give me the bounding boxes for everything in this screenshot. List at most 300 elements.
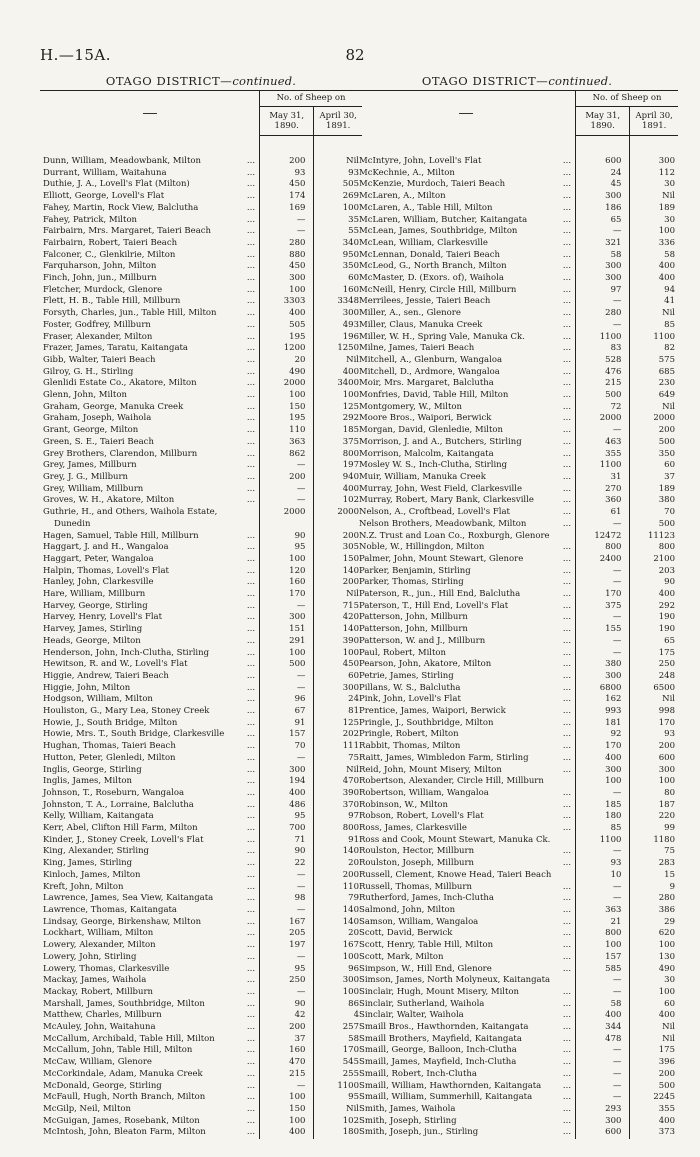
leader-dots: ... bbox=[562, 565, 572, 576]
leader-dots: ... bbox=[246, 893, 256, 904]
leader-dots: ... bbox=[246, 1080, 256, 1091]
sheep-count-1891: 29 bbox=[664, 916, 675, 927]
sheep-count-1890: 1200 bbox=[260, 343, 314, 355]
sheep-count-1890: 463 bbox=[576, 437, 630, 449]
sheep-count-1891: 450 bbox=[342, 659, 359, 670]
owner-name: Rutherford, James, Inch-Clutha bbox=[359, 893, 494, 904]
sheep-count-1890: — bbox=[576, 612, 630, 624]
leader-dots: ... bbox=[246, 1022, 256, 1033]
owner-name-cell bbox=[40, 238, 260, 250]
owner-name: Glenn, John, Milton bbox=[43, 390, 127, 401]
sheep-count-1890: 2000 bbox=[576, 413, 630, 425]
table-row bbox=[356, 718, 678, 730]
owner-name: Russell, Thomas, Millburn bbox=[359, 881, 472, 892]
sheep-count-1891: 1100 bbox=[337, 1080, 359, 1091]
owner-name: McAuley, John, Waitahuna bbox=[43, 1022, 156, 1033]
owner-name-cell bbox=[40, 729, 260, 741]
owner-name-cell bbox=[356, 846, 576, 858]
table-row bbox=[356, 706, 678, 718]
leader-dots: ... bbox=[246, 237, 256, 248]
owner-name-cell bbox=[356, 659, 576, 671]
owner-name-cell bbox=[40, 1127, 260, 1139]
owner-name-cell bbox=[40, 601, 260, 613]
table-row bbox=[40, 332, 362, 344]
owner-name-cell bbox=[356, 484, 576, 496]
owner-name-cell bbox=[356, 928, 576, 940]
sheep-count-1891: Nil bbox=[346, 156, 359, 166]
leader-dots: ... bbox=[562, 787, 572, 798]
leader-dots: ... bbox=[246, 928, 256, 939]
sheep-count-1891: 1180 bbox=[653, 834, 675, 845]
table-row bbox=[356, 472, 678, 484]
table-row bbox=[356, 811, 678, 823]
leader-dots: ... bbox=[562, 319, 572, 330]
owner-name: Ross and Cook, Mount Stewart, Manuka Ck. bbox=[359, 834, 551, 845]
sheep-count-1890: — bbox=[260, 484, 314, 496]
leader-dots: ... bbox=[562, 1127, 572, 1138]
sheep-count-1890: 800 bbox=[576, 928, 630, 940]
sheep-count-1890: 160 bbox=[260, 1045, 314, 1057]
owner-name: Mitchell, D., Ardmore, Wangaloa bbox=[359, 366, 500, 377]
leader-dots: ... bbox=[562, 1092, 572, 1103]
owner-name: McLennan, Donald, Taieri Beach bbox=[359, 249, 500, 260]
leader-dots: ... bbox=[246, 460, 256, 471]
sheep-count-1891: 60 bbox=[664, 998, 675, 1009]
sheep-count-1890: 93 bbox=[576, 858, 630, 870]
owner-name-cell bbox=[356, 694, 576, 706]
sheep-count-1890: 100 bbox=[260, 1116, 314, 1128]
sheep-count-1891: 70 bbox=[664, 507, 675, 518]
owner-name-cell bbox=[356, 566, 576, 578]
owner-name: Morgan, David, Glenledie, Milton bbox=[359, 425, 504, 436]
sheep-count-1891: 940 bbox=[342, 471, 359, 482]
owner-name: Johnston, T. A., Lorraine, Balclutha bbox=[43, 799, 194, 810]
table-row bbox=[356, 800, 678, 812]
owner-name: Haggart, J. and H., Wangaloa bbox=[43, 542, 169, 553]
owner-name-cell bbox=[40, 566, 260, 578]
sheep-count-1891: 79 bbox=[348, 893, 359, 904]
leader-dots: ... bbox=[562, 1080, 572, 1091]
leader-dots: ... bbox=[246, 741, 256, 752]
owner-name: Higgie, John, Milton bbox=[43, 682, 131, 693]
owner-name-cell bbox=[40, 495, 260, 507]
sheep-count-1890: 195 bbox=[260, 332, 314, 344]
owner-name: Smaill, Robert, Inch-Clutha bbox=[359, 1068, 477, 1079]
sheep-count-1890: — bbox=[576, 1045, 630, 1057]
sheep-count-1891: 100 bbox=[658, 986, 675, 997]
sheep-count-1891: 130 bbox=[658, 951, 675, 962]
table-body bbox=[40, 156, 362, 1139]
sheep-count-1891: 82 bbox=[664, 343, 675, 354]
sheep-count-1890: 180 bbox=[576, 811, 630, 823]
sheep-count-1891: 500 bbox=[658, 1080, 675, 1091]
sheep-count-1890: 37 bbox=[260, 1034, 314, 1046]
page-header bbox=[40, 46, 670, 64]
owner-name-cell bbox=[40, 589, 260, 601]
leader-dots: ... bbox=[562, 249, 572, 260]
leader-dots: ... bbox=[562, 986, 572, 997]
table-row bbox=[356, 437, 678, 449]
leader-dots: ... bbox=[562, 226, 572, 237]
sheep-count-1891: Nil bbox=[662, 191, 675, 202]
sheep-count-1891: 86 bbox=[348, 998, 359, 1009]
sheep-count-1891: 250 bbox=[658, 659, 675, 670]
owner-name-cell bbox=[40, 858, 260, 870]
sheep-count-1890: — bbox=[576, 320, 630, 332]
leader-dots: ... bbox=[246, 858, 256, 869]
sheep-count-1891: 140 bbox=[342, 916, 359, 927]
sheep-count-1891: 340 bbox=[342, 237, 359, 248]
leader-dots: ... bbox=[562, 156, 572, 166]
owner-name-cell bbox=[356, 449, 576, 461]
leader-dots: ... bbox=[562, 694, 572, 705]
leader-dots: ... bbox=[246, 471, 256, 482]
table-row bbox=[40, 1045, 362, 1057]
leader-dots: ... bbox=[246, 343, 256, 354]
owner-name-cell bbox=[356, 823, 576, 835]
table-row bbox=[356, 917, 678, 929]
sheep-count-1891: 400 bbox=[658, 1115, 675, 1126]
owner-name: Lawrence, Thomas, Kaitangata bbox=[43, 905, 177, 915]
owner-name-cell bbox=[40, 203, 260, 215]
sheep-count-1891: Nil bbox=[662, 1033, 675, 1044]
leader-dots: ... bbox=[246, 600, 256, 611]
sheep-count-1891: 20 bbox=[348, 858, 359, 869]
leader-dots: ... bbox=[562, 401, 572, 412]
sheep-count-1891: 400 bbox=[342, 366, 359, 377]
table-row bbox=[40, 355, 362, 367]
owner-name: Lawrence, James, Sea View, Kaitangata bbox=[43, 893, 214, 904]
owner-name: Pillans, W. S., Balclutha bbox=[359, 682, 461, 693]
sheep-count-1890: 280 bbox=[260, 238, 314, 250]
sheep-count-1891: 35 bbox=[348, 214, 359, 225]
sheep-count-1890: 380 bbox=[576, 659, 630, 671]
table-row bbox=[356, 390, 678, 402]
table-row bbox=[356, 694, 678, 706]
sheep-count-1890: 167 bbox=[260, 917, 314, 929]
table-row bbox=[40, 940, 362, 952]
owner-name-cell bbox=[356, 542, 576, 554]
leader-dots: ... bbox=[246, 366, 256, 377]
table-row bbox=[40, 226, 362, 238]
table-row bbox=[356, 589, 678, 601]
table-row bbox=[40, 1081, 362, 1093]
owner-name-cell bbox=[356, 215, 576, 227]
leader-dots: ... bbox=[562, 518, 572, 529]
leader-dots: ... bbox=[562, 343, 572, 354]
sheep-count-1891: 370 bbox=[342, 799, 359, 810]
table-row bbox=[356, 191, 678, 203]
table-row bbox=[356, 460, 678, 472]
owner-name: Rabbit, Thomas, Milton bbox=[359, 741, 461, 752]
owner-name: Monfries, David, Table Hill, Milton bbox=[359, 390, 509, 401]
sheep-count-1891: 180 bbox=[342, 1127, 359, 1138]
owner-name: Miller, W. H., Spring Vale, Manuka Ck. bbox=[359, 331, 525, 342]
sheep-count-1890: — bbox=[576, 893, 630, 905]
table-row bbox=[40, 460, 362, 472]
owner-name: Smith, Joseph, Stirling bbox=[359, 1115, 457, 1126]
sheep-count-1891: 685 bbox=[658, 366, 675, 377]
owner-name-cell bbox=[40, 741, 260, 753]
leader-dots: ... bbox=[246, 940, 256, 951]
sheep-count-1890: 450 bbox=[260, 261, 314, 273]
owner-name: Morrison, Malcolm, Kaitangata bbox=[359, 448, 494, 459]
owner-name: Smaill Brothers, Mayfield, Kaitangata bbox=[359, 1033, 522, 1044]
sheep-count-1890: 100 bbox=[260, 554, 314, 566]
table-row bbox=[356, 858, 678, 870]
column-title-suffix: continued. bbox=[232, 74, 297, 88]
owner-name-cell bbox=[356, 671, 576, 683]
sheep-count-1890: 250 bbox=[260, 975, 314, 987]
sheep-count-1891: 575 bbox=[658, 354, 675, 365]
owner-name: McGuigan, James, Rosebank, Milton bbox=[43, 1115, 200, 1126]
table-row bbox=[356, 788, 678, 800]
table-row bbox=[356, 648, 678, 660]
sheep-count-1890: — bbox=[260, 753, 314, 765]
owner-name: Smith, James, Waihola bbox=[359, 1103, 456, 1114]
sheep-count-1890: 12472 bbox=[576, 531, 630, 543]
sheep-count-1891: 1250 bbox=[337, 343, 359, 354]
table-row bbox=[40, 168, 362, 180]
table-row bbox=[40, 765, 362, 777]
owner-name-cell bbox=[356, 765, 576, 777]
leader-dots: ... bbox=[246, 1103, 256, 1114]
leader-dots: ... bbox=[246, 448, 256, 459]
table-row bbox=[356, 308, 678, 320]
leader-dots: ... bbox=[246, 565, 256, 576]
owner-name-cell bbox=[356, 343, 576, 355]
owner-name: Fletcher, Murdock, Glenore bbox=[43, 284, 163, 295]
leader-dots: ... bbox=[562, 167, 572, 178]
owner-name-cell bbox=[40, 519, 260, 531]
leader-dots: ... bbox=[246, 1033, 256, 1044]
sheep-count-1891: 175 bbox=[658, 1045, 675, 1056]
sheep-count-1891: Nil bbox=[346, 1103, 359, 1114]
sheep-count-1891: 150 bbox=[342, 553, 359, 564]
owner-name-cell bbox=[40, 285, 260, 297]
sheep-count-1890: — bbox=[576, 975, 630, 987]
sheep-count-1891: 649 bbox=[658, 390, 675, 401]
owner-name-cell bbox=[356, 402, 576, 414]
sheep-count-1891: 200 bbox=[342, 530, 359, 541]
table-row bbox=[356, 964, 678, 976]
table-row bbox=[356, 577, 678, 589]
sheep-count-1891: 400 bbox=[658, 273, 675, 284]
owner-name: Howie, Mrs. T., South Bridge, Clarkesville bbox=[43, 729, 225, 740]
sheep-count-1891: 60 bbox=[348, 273, 359, 284]
table-row bbox=[40, 484, 362, 496]
sheep-count-1891: 37 bbox=[664, 471, 675, 482]
sheep-count-1891: 2245 bbox=[653, 1092, 675, 1103]
leader-dots: ... bbox=[562, 823, 572, 834]
sheep-count-1891: 96 bbox=[348, 963, 359, 974]
sheep-count-1890: 344 bbox=[576, 1022, 630, 1034]
sheep-count-1891: 220 bbox=[658, 811, 675, 822]
sheep-count-1890: 100 bbox=[576, 940, 630, 952]
owner-name: Forsyth, Charles, jun., Table Hill, Milton bbox=[43, 308, 217, 319]
sheep-count-1890: 150 bbox=[260, 1104, 314, 1116]
table-row bbox=[40, 964, 362, 976]
owner-name-cell bbox=[40, 718, 260, 730]
owner-name-cell bbox=[356, 273, 576, 285]
sheep-count-1891: 100 bbox=[342, 647, 359, 658]
owner-name: Mosley W. S., Inch-Clutha, Stirling bbox=[359, 460, 508, 471]
leader-dots: ... bbox=[246, 1010, 256, 1021]
sheep-count-1890: 170 bbox=[576, 741, 630, 753]
sheep-count-1890: 800 bbox=[576, 542, 630, 554]
table-row bbox=[356, 741, 678, 753]
owner-name: Kinloch, James, Milton bbox=[43, 869, 141, 880]
sheep-count-1891: Nil bbox=[662, 401, 675, 412]
sheep-count-1891: 95 bbox=[348, 1092, 359, 1103]
sheep-count-1891: 110 bbox=[342, 881, 359, 892]
sheep-count-1890: 65 bbox=[576, 215, 630, 227]
owner-name-cell bbox=[356, 1010, 576, 1022]
owner-name: Lowery, Thomas, Clarkesville bbox=[43, 963, 170, 974]
leader-dots: ... bbox=[562, 670, 572, 681]
leader-dots: ... bbox=[562, 963, 572, 974]
table-row bbox=[40, 659, 362, 671]
owner-name-cell bbox=[40, 1057, 260, 1069]
leader-dots: ... bbox=[246, 354, 256, 365]
owner-name: Gilroy, G. H., Stirling bbox=[43, 366, 134, 377]
table-row bbox=[40, 882, 362, 894]
leader-dots: ... bbox=[246, 530, 256, 541]
leader-dots: ... bbox=[562, 273, 572, 284]
sheep-count-1890: 197 bbox=[260, 940, 314, 952]
owner-name-cell bbox=[40, 332, 260, 344]
table-row bbox=[40, 437, 362, 449]
table-row bbox=[40, 999, 362, 1011]
owner-name-cell bbox=[356, 975, 576, 987]
table-row bbox=[356, 449, 678, 461]
owner-name-cell bbox=[356, 835, 576, 847]
sheep-count-1890: 293 bbox=[576, 1104, 630, 1116]
sheep-count-1890: 90 bbox=[260, 531, 314, 543]
owner-name-cell bbox=[356, 987, 576, 999]
sheep-count-1890: 58 bbox=[576, 999, 630, 1011]
sheep-count-1890: 95 bbox=[260, 542, 314, 554]
page-number: 82 bbox=[345, 46, 365, 64]
sheep-count-1890: 169 bbox=[260, 203, 314, 215]
leader-dots: ... bbox=[246, 1092, 256, 1103]
owner-name-cell bbox=[356, 495, 576, 507]
owner-name: Pringle, J., Southbridge, Milton bbox=[359, 717, 494, 728]
owner-name-cell bbox=[40, 940, 260, 952]
sheep-count-1891: 185 bbox=[342, 425, 359, 436]
leader-dots: ... bbox=[246, 413, 256, 424]
owner-name: McKechnie, A., Milton bbox=[359, 167, 455, 178]
table-row bbox=[40, 273, 362, 285]
owner-name-cell bbox=[40, 683, 260, 695]
sheep-count-1890: 363 bbox=[576, 905, 630, 917]
owner-name: Falconer, C., Glenkilrie, Milton bbox=[43, 249, 176, 260]
table-row bbox=[40, 729, 362, 741]
sheep-count-1891: Nil bbox=[662, 1022, 675, 1033]
sheep-count-1891: 280 bbox=[658, 893, 675, 904]
sheep-count-1891: 187 bbox=[658, 799, 675, 810]
owner-name: Dunedin bbox=[54, 518, 91, 529]
table-row bbox=[356, 425, 678, 437]
sheep-count-1891: 94 bbox=[664, 284, 675, 295]
sheep-count-1890: 155 bbox=[576, 624, 630, 636]
owner-name: Mackay, James, Waihola bbox=[43, 975, 147, 986]
sheep-count-1891: 99 bbox=[664, 823, 675, 834]
leader-dots: ... bbox=[246, 542, 256, 553]
leader-dots: ... bbox=[562, 1022, 572, 1033]
sheep-count-1891: 620 bbox=[658, 928, 675, 939]
owner-name-cell bbox=[356, 179, 576, 191]
sheep-count-header: No. of Sheep on bbox=[592, 93, 662, 103]
leader-dots: ... bbox=[562, 635, 572, 646]
owner-name: Kerr, Abel, Clifton Hill Farm, Milton bbox=[43, 823, 198, 834]
sheep-count-1891: 600 bbox=[658, 752, 675, 763]
sheep-count-1891: 160 bbox=[342, 284, 359, 295]
sheep-count-1890: 92 bbox=[576, 729, 630, 741]
owner-name: Finch, John, jun., Millburn bbox=[43, 273, 157, 284]
table-row bbox=[356, 296, 678, 308]
owner-name-cell bbox=[40, 788, 260, 800]
owner-name: Smith, Joseph, jun., Stirling bbox=[359, 1127, 479, 1138]
table-row bbox=[40, 519, 362, 531]
owner-name-cell bbox=[40, 577, 260, 589]
owner-name-cell bbox=[40, 612, 260, 624]
sheep-count-1891: 396 bbox=[658, 1057, 675, 1068]
owner-name-cell bbox=[40, 308, 260, 320]
sheep-count-1891: 400 bbox=[658, 589, 675, 600]
sheep-count-1891: 93 bbox=[664, 729, 675, 740]
owner-name: Prentice, James, Waipori, Berwick bbox=[359, 706, 506, 717]
owner-name-cell bbox=[40, 390, 260, 402]
owner-name: Merrilees, Jessie, Taieri Beach bbox=[359, 296, 491, 307]
sheep-count-1891: 200 bbox=[658, 1068, 675, 1079]
leader-dots: ... bbox=[562, 905, 572, 915]
owner-name-cell bbox=[40, 1081, 260, 1093]
owner-name-cell bbox=[356, 367, 576, 379]
owner-name-cell bbox=[356, 811, 576, 823]
owner-name-cell bbox=[356, 858, 576, 870]
owner-name-cell bbox=[356, 1045, 576, 1057]
column-title-suffix: continued. bbox=[548, 74, 613, 88]
owner-name: Harvey, James, Stirling bbox=[43, 624, 143, 635]
owner-name-cell bbox=[356, 870, 576, 882]
owner-name-cell bbox=[40, 917, 260, 929]
table-row bbox=[356, 285, 678, 297]
owner-name-cell bbox=[40, 659, 260, 671]
owner-name: Milne, James, Taieri Beach bbox=[359, 343, 475, 354]
sheep-table-left bbox=[40, 90, 362, 1139]
sheep-count-1890: 100 bbox=[576, 776, 630, 788]
sheep-count-1890: 181 bbox=[576, 718, 630, 730]
table-row bbox=[40, 250, 362, 262]
owner-name-cell bbox=[356, 753, 576, 765]
sheep-count-1890: 20 bbox=[260, 355, 314, 367]
date-header-1891: April 30, 1891. bbox=[314, 107, 362, 136]
leader-dots: ... bbox=[246, 226, 256, 237]
table-row bbox=[356, 1127, 678, 1139]
table-row bbox=[356, 1081, 678, 1093]
sheep-count-1890: 67 bbox=[260, 706, 314, 718]
table-row bbox=[356, 273, 678, 285]
table-row bbox=[40, 261, 362, 273]
owner-name: Duthie, J. A., Lovell's Flat (Milton) bbox=[43, 179, 190, 190]
leader-dots: ... bbox=[246, 799, 256, 810]
owner-name: Pink, John, Lovell's Flat bbox=[359, 694, 461, 705]
leader-dots: ... bbox=[562, 1033, 572, 1044]
owner-name-cell bbox=[356, 168, 576, 180]
sheep-count-1890: 205 bbox=[260, 928, 314, 940]
leader-dots: ... bbox=[246, 378, 256, 389]
